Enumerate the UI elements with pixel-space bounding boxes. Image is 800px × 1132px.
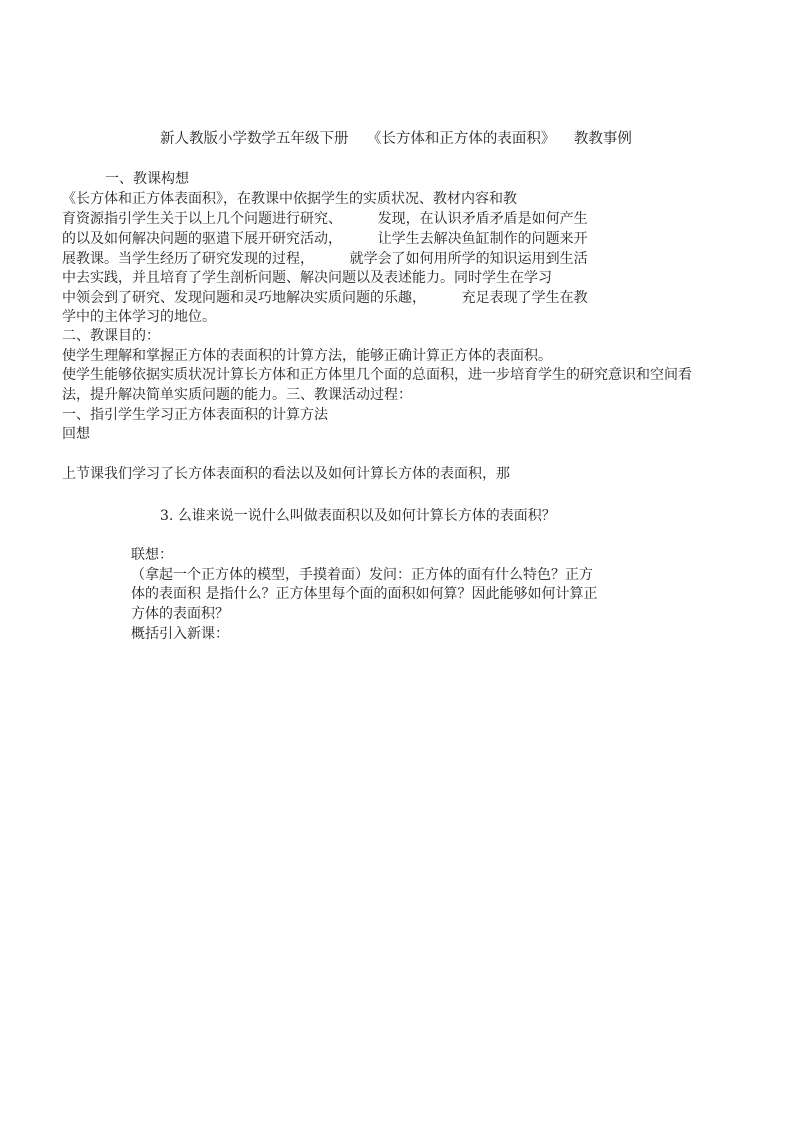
paragraph-line: （拿起一个正方体的模型，手摸着面）发问：正方体的面有什么特色？正方 (131, 567, 593, 583)
paragraph-line: 方体的表面积？ (131, 606, 229, 622)
review-line: 上节课我们学习了长方体表面积的看法以及如何计算长方体的表面积，那 (62, 466, 510, 482)
paragraph-line: 体的表面积 是指什么？正方体里每个面的面积如何算？因此能够如何计算正 (131, 586, 598, 602)
paragraph-line: 中领会到了研究、发现问题和灵巧地解决实质问题的乐趣， 充足表现了学生在教 (62, 290, 588, 306)
paragraph-line: 展教课。当学生经历了研究发现的过程， 就学会了如何用所学的知识运用到生活 (62, 251, 588, 267)
summary-label: 概括引入新课： (131, 626, 229, 642)
paragraph-line: 使学生能够依据实质状况计算长方体和正方体里几个面的总面积，进一步培育学生的研究意识和空间看 (62, 367, 692, 383)
paragraph-line: 使学生理解和掌握正方体的表面积的计算方法，能够正确计算正方体的表面积。 (62, 348, 552, 364)
section-heading-concept: 一、教课构想 (105, 171, 189, 187)
paragraph-line: 《长方体和正方体表面积》，在教课中依据学生的实质状况、教材内容和教 (62, 191, 517, 207)
paragraph-line: 学中的主体学习的地位。 (62, 309, 216, 325)
association-label: 联想： (131, 547, 173, 563)
numbered-question: 3. 么谁来说一说什么叫做表面积以及如何计算长方体的表面积？ (160, 508, 556, 524)
section-heading-goals: 二、教课目的： (62, 328, 160, 344)
document-title: 新人教版小学数学五年级下册 《长方体和正方体的表面积》 教教事例 (160, 131, 632, 147)
paragraph-line: 育资源指引学生关于以上几个问题进行研究、 发现，在认识矛盾矛盾是如何产生 (62, 211, 588, 227)
paragraph-line: 一、指引学生学习正方体表面积的计算方法 (62, 407, 328, 423)
paragraph-line: 的以及如何解决问题的驱遣下展开研究活动， 让学生去解决鱼缸制作的问题来开 (62, 231, 588, 247)
paragraph-line: 回想 (62, 426, 90, 442)
paragraph-line: 中去实践，并且培育了学生剖析问题、解决问题以及表述能力。同时学生在学习 (62, 270, 552, 286)
paragraph-line: 法，提升解决简单实质问题的能力。三、教课活动过程： (62, 387, 412, 403)
